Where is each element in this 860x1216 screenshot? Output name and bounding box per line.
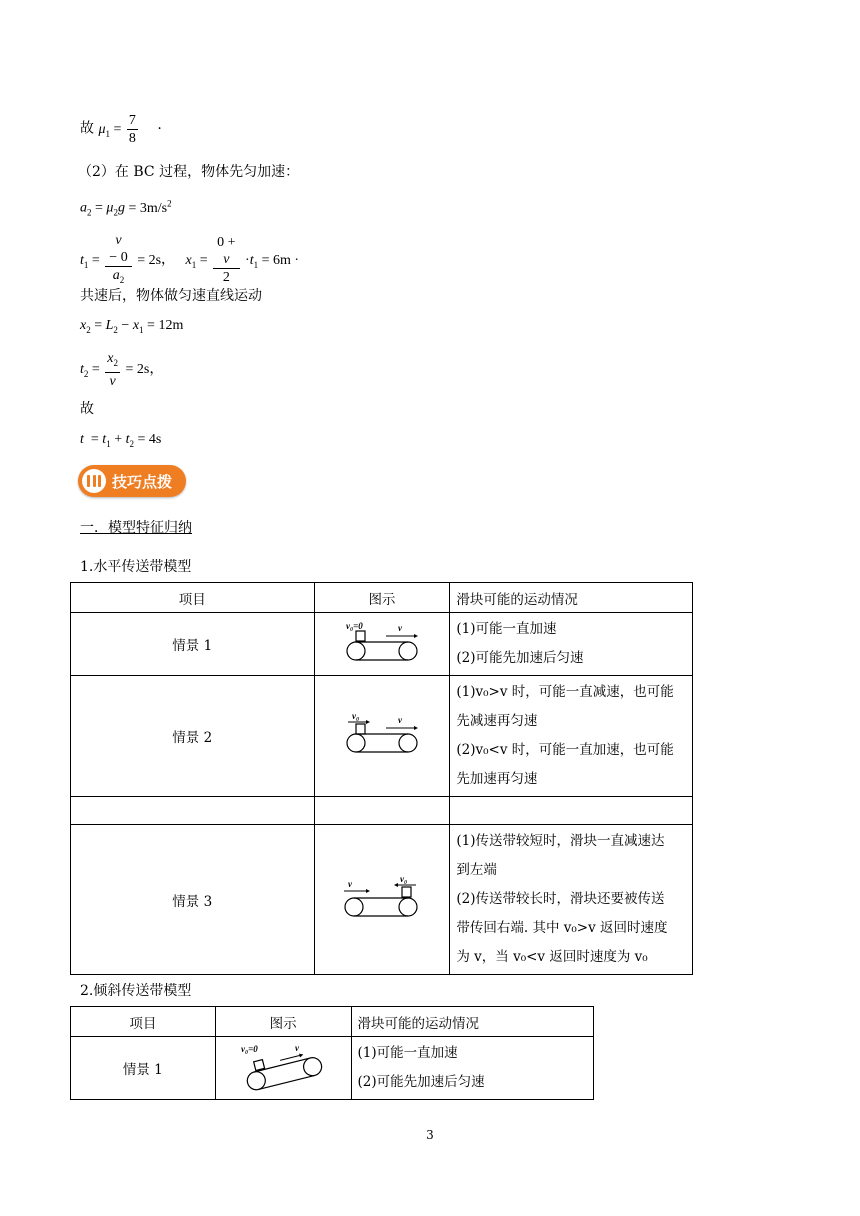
header-motion: 滑块可能的运动情况 (351, 1007, 593, 1037)
page-number: 3 (426, 1128, 434, 1142)
section-heading: 一．模型特征归纳 (80, 520, 192, 536)
row-label: 情景 3 (71, 825, 315, 975)
table-row-empty (71, 797, 693, 825)
solution-line-bc: （2）在 BC 过程，物体先匀加速： (78, 164, 300, 180)
table-header-row (71, 583, 693, 613)
svg-text:v: v (295, 1043, 300, 1053)
table-row (71, 676, 693, 797)
motion-desc: (1)可能一直加速 (2)可能先加速后匀速 (351, 1037, 593, 1100)
motion-desc: (1)v₀>v 时，可能一直减速，也可能 先减速再匀速 (2)v₀<v 时，可能一直加速，也可能 先加速再匀速 (450, 676, 693, 797)
header-diagram: 图示 (215, 1007, 351, 1037)
formula-t2: $t_2$ = $\frac{x_2}{v}$ = 2s， (80, 351, 164, 389)
horizontal-belt-table (70, 582, 693, 975)
table-row (71, 613, 693, 676)
bookmark-icon (82, 469, 106, 493)
svg-text:v₀=0: v₀=0 (345, 621, 363, 631)
header-motion: 滑块可能的运动情况 (450, 583, 693, 613)
formula-t1-x1: $t_1$ = v − 0 $a_2$ = 2s， $x_1$ = 0 + v 2 $\cdot t_1 = 6m$ · (80, 233, 300, 286)
svg-text:v₀: v₀ (399, 873, 408, 884)
conclusion-prefix: 故 (80, 120, 94, 137)
motion-desc: (1)传送带较短时，滑块一直减速达 到左端 (2)传送带较长时，滑块还要被传送 带传回右端. 其中 v₀>v 返回时速度 为 v，当 v₀<v 返回时速度为 v₀ (450, 825, 693, 975)
table2-title: 2.倾斜传送带模型 (80, 983, 192, 999)
formula-total-time: $t = t_1 + t_2 = 4s$ (80, 432, 162, 449)
solution-line-therefore: 故 (80, 401, 94, 417)
svg-text:v: v (347, 878, 352, 889)
svg-text:v₀: v₀ (351, 711, 360, 721)
table1-title: 1.水平传送带模型 (80, 559, 192, 575)
row-label: 情景 2 (71, 676, 315, 797)
solution-line-mu: 故 $\mu_1$ = $\frac{7}{8}$ · (80, 113, 162, 146)
table-row (71, 825, 693, 975)
table-row (71, 1037, 594, 1100)
header-item: 项目 (71, 583, 315, 613)
formula-mu1: $\mu_1$ = $\frac{7}{8}$ (98, 113, 136, 146)
motion-desc: (1)可能一直加速 (2)可能先加速后匀速 (450, 613, 693, 676)
header-item: 项目 (71, 1007, 216, 1037)
table-header-row (71, 1007, 594, 1037)
row-label: 情景 1 (71, 1037, 216, 1100)
formula-a2: $a_2 = \mu_2g = 3m/s^2$ (80, 198, 172, 218)
header-diagram: 图示 (314, 583, 450, 613)
svg-text:v₀=0: v₀=0 (241, 1044, 258, 1054)
belt-diagram-2 (314, 676, 450, 797)
belt-diagram-3 (314, 825, 450, 975)
inclined-belt-table (70, 1006, 594, 1100)
formula-x2: $x_2 = L_2 - x_1 = 12m$ (80, 318, 184, 335)
svg-text:v: v (397, 715, 402, 725)
solution-line-common-speed: 共速后，物体做匀速直线运动 (80, 288, 262, 304)
tips-badge-label: 技巧点拨 (112, 473, 173, 491)
belt-diagram-1 (314, 613, 450, 676)
svg-text:v: v (397, 623, 402, 633)
tips-badge (78, 465, 186, 497)
row-label: 情景 1 (71, 613, 315, 676)
inclined-belt-diagram (215, 1037, 351, 1100)
